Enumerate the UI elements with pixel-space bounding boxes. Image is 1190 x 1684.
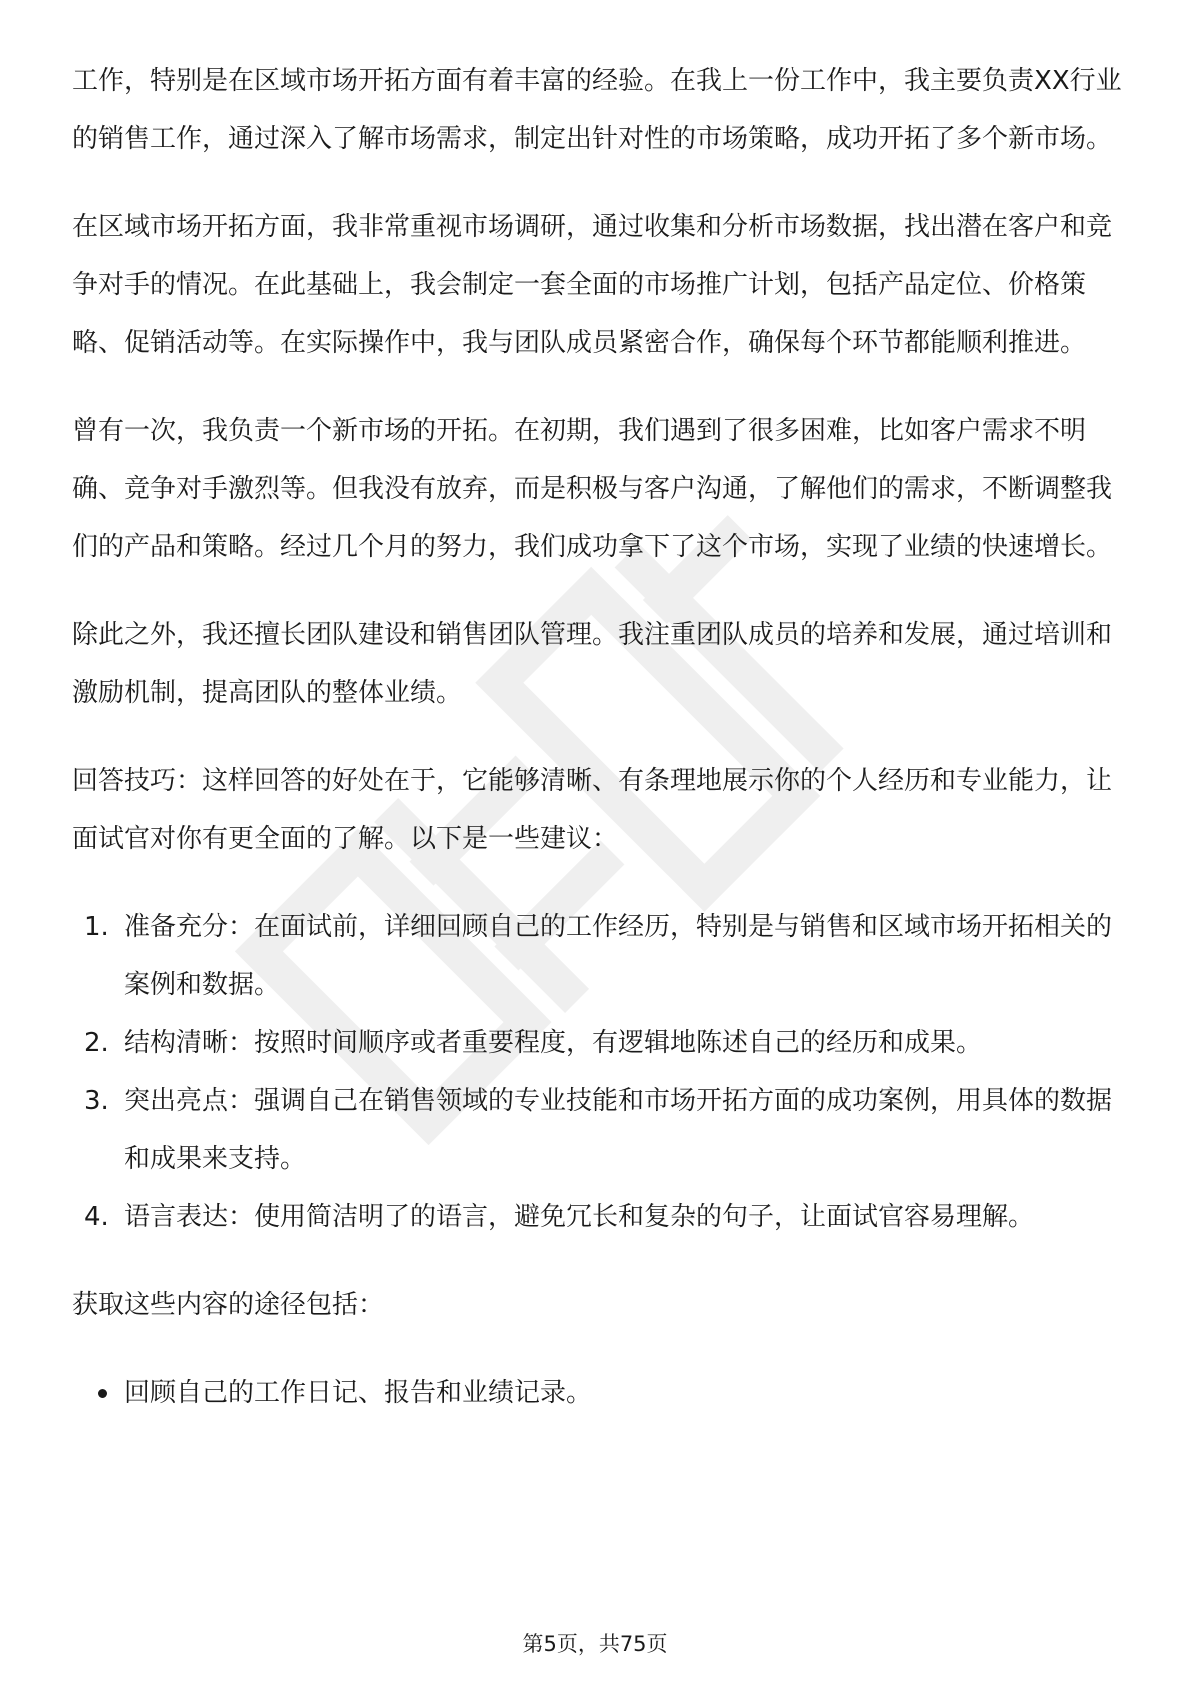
list-text: 准备充分：在面试前，详细回顾自己的工作经历，特别是与销售和区域市场开拓相关的案例和数据。 (124, 912, 1113, 1000)
list-number: 2. (84, 1028, 109, 1058)
list-text: 突出亮点：强调自己在销售领域的专业技能和市场开拓方面的成功案例，用具体的数据和成果来支持。 (124, 1086, 1113, 1174)
paragraph-new-market-story: 曾有一次，我负责一个新市场的开拓。在初期，我们遇到了很多困难，比如客户需求不明确、竞争对手激烈等。但我没有放弃，而是积极与客户沟通，了解他们的需求，不断调整我们的产品和策略。经过几个月的努力，我们成功拿下了这个市场，实现了业绩的快速增长。 (72, 416, 1113, 562)
list-text: 语言表达：使用简洁明了的语言，避免冗长和复杂的句子，让面试官容易理解。 (124, 1202, 1035, 1232)
sources-list (72, 1364, 1124, 1422)
paragraph-team-building: 除此之外，我还擅长团队建设和销售团队管理。我注重团队成员的培养和发展，通过培训和激励机制，提高团队的整体业绩。 (72, 620, 1113, 708)
list-text: 结构清晰：按照时间顺序或者重要程度，有逻辑地陈述自己的经历和成果。 (124, 1028, 983, 1058)
paragraph-experience: 工作，特别是在区域市场开拓方面有着丰富的经验。在我上一份工作中，我主要负责XX行业的销售工作，通过深入了解市场需求，制定出针对性的市场策略，成功开拓了多个新市场。 (72, 66, 1122, 154)
sources-heading: 获取这些内容的途径包括： (72, 1290, 385, 1320)
page-number: 第5页，共75页 (522, 1632, 668, 1656)
list-item (72, 898, 1124, 1014)
paragraph-answer-tips: 回答技巧：这样回答的好处在于，它能够清晰、有条理地展示你的个人经历和专业能力，让面试官对你有更全面的了解。以下是一些建议： (72, 766, 1113, 854)
bullet-icon (98, 1389, 107, 1398)
paragraph-market-research: 在区域市场开拓方面，我非常重视市场调研，通过收集和分析市场数据，找出潜在客户和竞争对手的情况。在此基础上，我会制定一套全面的市场推广计划，包括产品定位、价格策略、促销活动等。在实际操作中，我与团队成员紧密合作，确保每个环节都能顺利推进。 (72, 212, 1113, 358)
list-number: 3. (84, 1086, 109, 1116)
list-item (72, 1072, 1124, 1188)
list-number: 1. (84, 912, 109, 942)
list-item (72, 1188, 1124, 1246)
tips-list (72, 898, 1124, 1246)
list-item (72, 1014, 1124, 1072)
list-item (72, 1364, 1124, 1422)
list-text: 回顾自己的工作日记、报告和业绩记录。 (124, 1378, 593, 1408)
list-number: 4. (84, 1202, 109, 1232)
document-body (72, 52, 1124, 1422)
